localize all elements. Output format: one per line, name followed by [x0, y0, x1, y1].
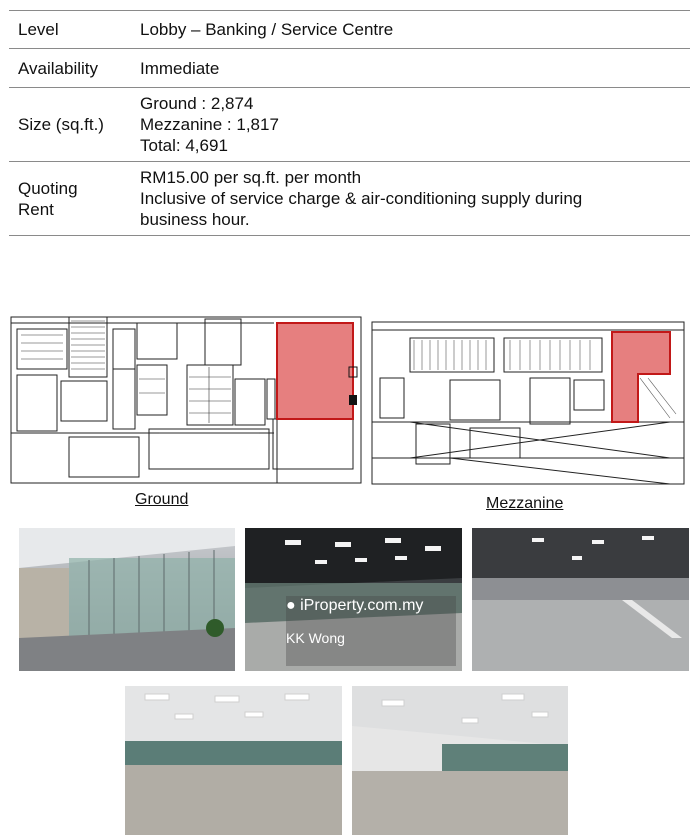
location-pin-icon: ●: [286, 597, 296, 614]
mezzanine-caption: Mezzanine: [486, 495, 564, 512]
photo-ground-open-space: [125, 686, 342, 835]
spec-row-size: [9, 88, 690, 162]
mezzanine-unit-highlight: [612, 332, 670, 422]
spec-row-quoting-rent: [9, 162, 690, 236]
ground-unit-highlight: [277, 323, 353, 419]
spec-value: Ground : 2,874 Mezzanine : 1,817 Total: 4,691: [140, 94, 279, 155]
spec-value: Immediate: [140, 58, 220, 78]
spec-table: [9, 10, 690, 236]
spec-value: Lobby – Banking / Service Centre: [140, 20, 394, 39]
spec-label: Availability: [18, 58, 99, 78]
watermark-agent: KK Wong: [286, 630, 345, 646]
ground-caption: Ground: [135, 491, 189, 508]
spec-label: Size (sq.ft.): [18, 115, 104, 134]
photo-mezzanine-open-space: [352, 686, 568, 835]
spec-label: Quoting Rent: [18, 178, 78, 219]
photo-mezzanine-interior: [472, 528, 689, 671]
photo-lobby-glass-facade: [19, 528, 235, 671]
spec-label: Level: [18, 20, 59, 39]
spec-row-availability: [9, 49, 690, 88]
mezzanine-floorplan: [370, 318, 687, 486]
ground-floorplan: [9, 309, 364, 485]
spec-row-level: [9, 11, 690, 49]
spec-value: RM15.00 per sq.ft. per month Inclusive of service charge & air-conditioning supply during business hour.: [140, 168, 583, 229]
watermark-site: ● iProperty.com.my: [286, 597, 424, 614]
